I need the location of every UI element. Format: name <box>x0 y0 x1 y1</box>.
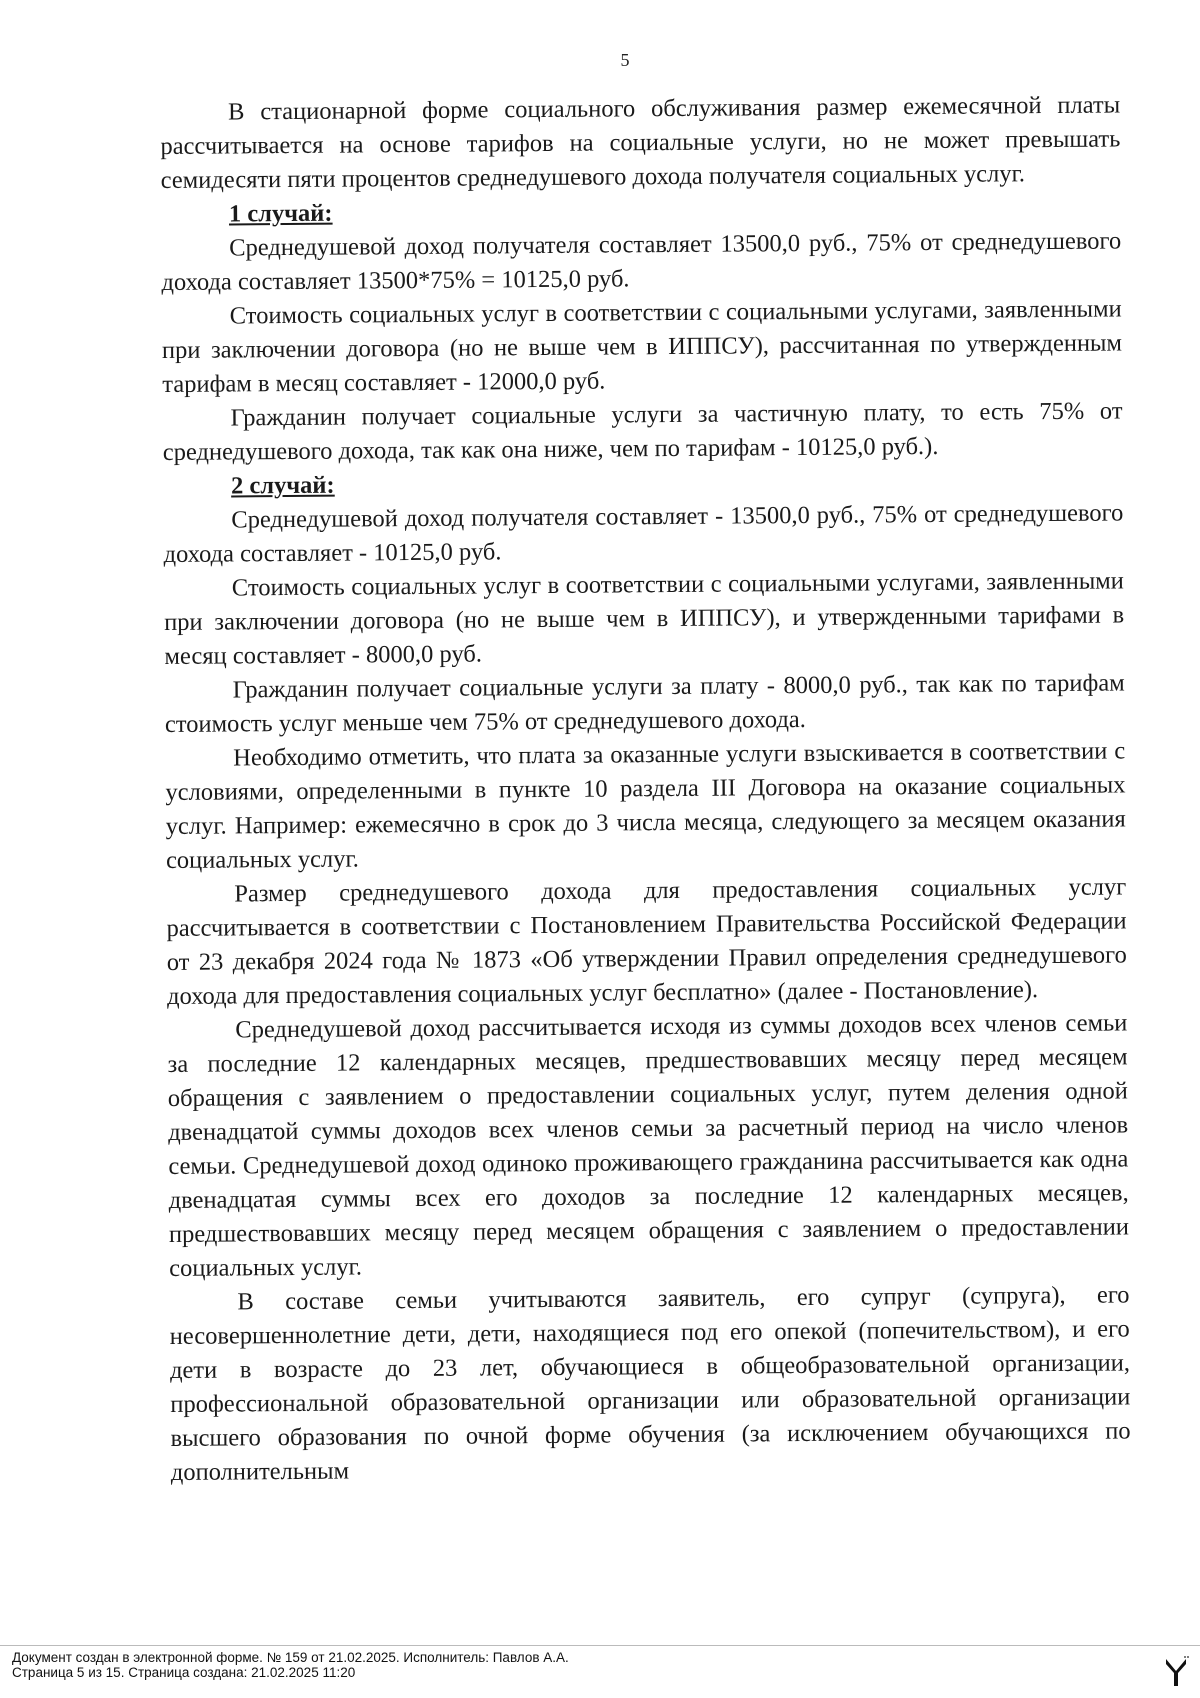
footer-line-2: Страница 5 из 15. Страница создана: 21.02.2025 11:20 <box>12 1665 356 1680</box>
body-paragraph: Среднедушевой доход получателя составляет 13500,0 руб., 75% от среднедушевого дохода составляет 13500*75% = 10125,0 руб. <box>161 227 1122 296</box>
body-paragraph: В стационарной форме социального обслуживания размер ежемесячной платы рассчитывается на основе тарифов на социальные услуги, но не может превышать семидесяти пяти процентов среднедушевого дохода получателя социальных услуг. <box>160 91 1121 194</box>
footer-line-1: Документ создан в электронной форме. № 159 от 21.02.2025. Исполнитель: Павлов А.А. <box>12 1650 569 1665</box>
body-paragraph: Размер среднедушевого дохода для предоставления социальных услуг рассчитывается в соответствии с Постановлением Правительства Российской Федерации от 23 декабря 2024 года № 1873 «Об утверждении Правил определения среднедушевого дохода для предоставления социальных услуг бесплатно» (далее - Постановление). <box>166 873 1127 1010</box>
document-footer <box>12 1650 1162 1680</box>
document-system-logo-icon <box>1163 1655 1189 1689</box>
body-paragraph: Необходимо отметить, что плата за оказанные услуги взыскивается в соответствии с условиями, определенными в пункте 10 раздела III Договора на оказание социальных услуг. Например: ежемесячно в срок до 3 числа месяца, следующего за месяцем оказания социальных услуг. <box>165 737 1126 874</box>
document-body <box>160 88 1131 1489</box>
body-paragraph: Стоимость социальных услуг в соответствии с социальными услугами, заявленными при заключении договора (но не выше чем в ИППСУ), рассчитанная по утвержденным тарифам в месяц составляет - 12000,0 руб. <box>161 295 1123 398</box>
page-number: 5 <box>620 50 630 70</box>
footer-divider <box>0 1645 1200 1646</box>
body-paragraph: Гражданин получает социальные услуги за плату - 8000,0 руб., так как по тарифам стоимость услуг меньше чем 75% от среднедушевого дохода. <box>164 669 1125 738</box>
section-heading: 2 случай: <box>230 471 335 500</box>
body-paragraph: Среднедушевой доход рассчитывается исходя из суммы доходов всех членов семьи за последние 12 календарных месяцев, предшествовавших месяцу перед месяцем обращения с заявлением о предоставлении социальных услуг, путем деления одной двенадцатой суммы доходов всех членов семьи за расчетный период на число членов семьи. Среднедушевой доход одиноко проживающего гражданина рассчитывается как одна двенадцатая суммы всех его доходов за последние 12 календарных месяцев, предшествовавших месяцу перед месяцем обращения с заявлением о предоставлении социальных услуг. <box>167 1009 1130 1282</box>
body-paragraph: Гражданин получает социальные услуги за частичную плату, то есть 75% от среднедушевого дохода, так как она ниже, чем по тарифам - 10125,0 руб.). <box>162 397 1123 466</box>
body-paragraph: Среднедушевой доход получателя составляет - 13500,0 руб., 75% от среднедушевого дохода составляет - 10125,0 руб. <box>163 499 1124 568</box>
body-paragraph: Стоимость социальных услуг в соответствии с социальными услугами, заявленными при заключении договора (но не выше чем в ИППСУ), и утвержденными тарифами в месяц составляет - 8000,0 руб. <box>164 567 1125 670</box>
section-heading: 1 случай: <box>228 199 333 228</box>
body-paragraph: В составе семьи учитываются заявитель, его супруг (супруга), его несовершеннолетние дети, дети, находящиеся под его опекой (попечительством), и его дети в возрасте до 23 лет, обучающиеся в общеобразовательной организации, профессиональной образовательной организации или образовательной организации высшего образования по очной форме обучения (за исключением обучающихся по дополнительным <box>169 1281 1131 1486</box>
